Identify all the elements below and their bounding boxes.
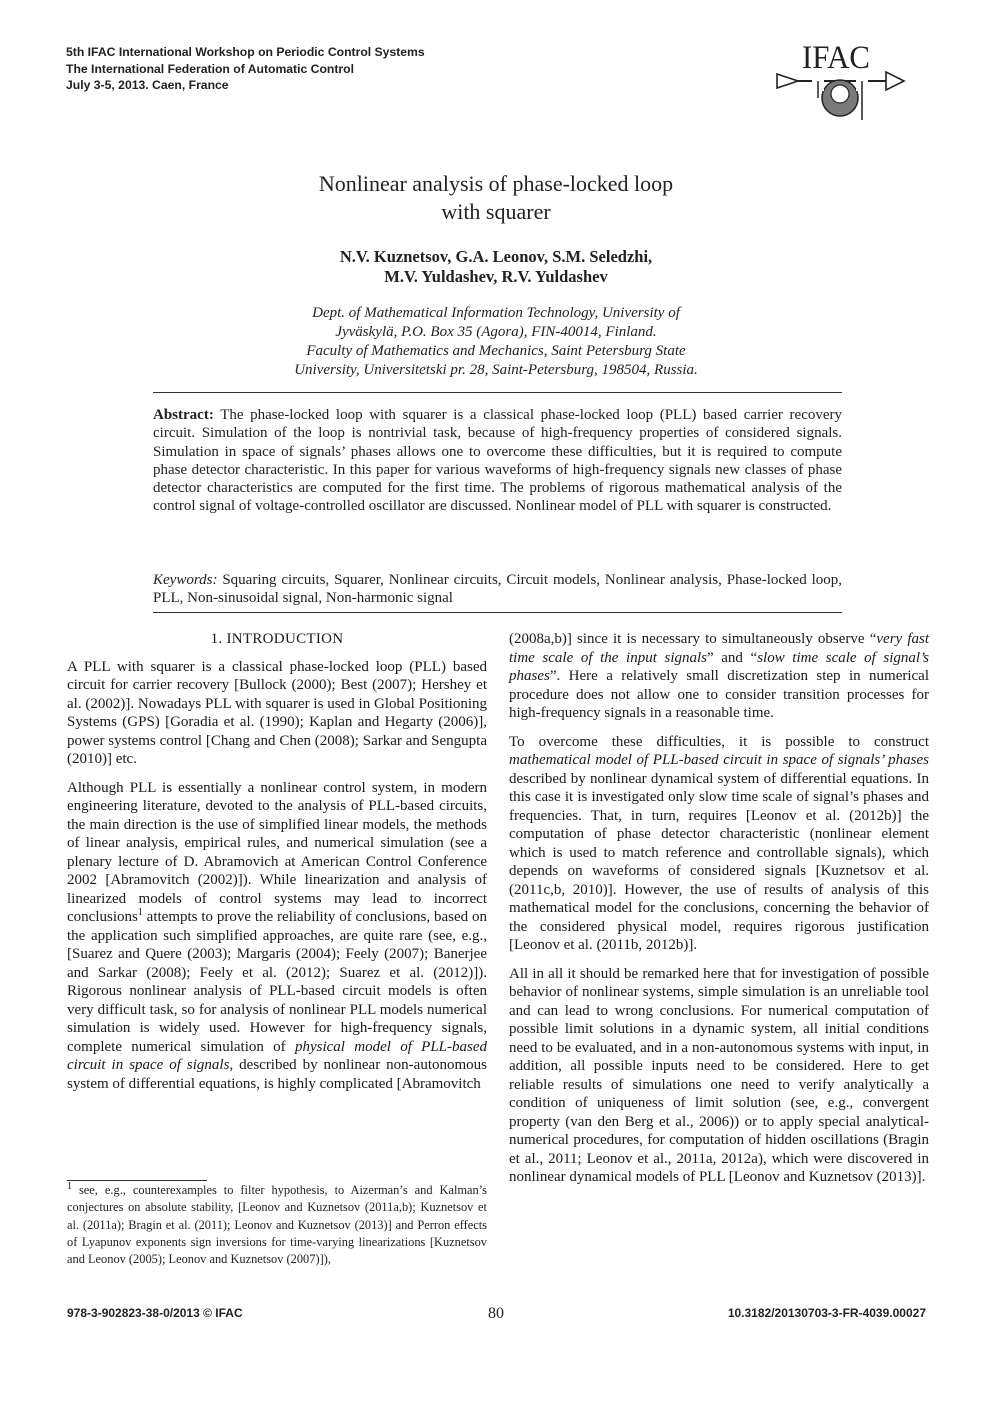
intro-p2-part-b: attempts to prove the reliability of conclusions, based on the application such simplified approaches, are quite rare (see, e.g., [Suarez and Quere (2003); Margaris (2004); Feely (2007); Banerjee and Sarkar (2008); Feely et al. (2012); Suarez et al. (2012)]). Rigorous nonlinear analysis of PLL-based circuit models is often very difficult task, so for analysis of nonlinear PLL models numerical simulation is widely used. However for high-frequency signals, complete numerical simulation of	[67, 909, 487, 1055]
intro-p2-part-a: Although PLL is essentially a nonlinear control system, in modern engineering literature, devoted to the analysis of PLL-based circuits, the main direction is the use of simplified linear models, the methods of linear analysis, empirical rules, and numerical simulation (see a plenary lecture of D. Abramovich at American Control Conference 2002 [Abramovitch (2002)]). While linearization and analysis of linearized models of control systems may lead to incorrect conclusions	[67, 779, 487, 925]
abstract-text: The phase-locked loop with squarer is a classical phase-locked loop (PLL) based carrier recovery circuit. Simulation of the loop is nontrivial task, because of high-frequency properties of considered signals. Simulation in space of signals’ phases allows one to overcome these difficulties, but it is required to compute phase detector characteristic. In this paper for various waveforms of high-frequency signals new classes of phase detector characteristics are computed for the first time. The problems of rigorous mathematical analysis of the control signal of voltage-controlled oscillator are discussed. Nonlinear model of PLL with squarer is constructed.	[153, 407, 842, 515]
header-line-2: The International Federation of Automatic Control	[66, 61, 354, 76]
footnote-text: see, e.g., counterexamples to filter hypothesis, to Aizerman’s and Kalman’s conjectures on absolute stability, [Leonov and Kuznetsov (2011a,b); Kuznetsov et al. (2011a); Bragin et al. (2011); Leonov and Kuznetsov (2013)] and Perron effects of Lyapunov exponents sign inversions for time-varying linearizations [Kuznetsov and Leonov (2005); Leonov and Kuznetsov (2007)]),	[67, 1183, 487, 1267]
intro-p3-italic-1: very fast time scale of the input signals	[509, 631, 930, 666]
abstract-label: Abstract:	[153, 407, 214, 423]
intro-p3-italic-2: slow time scale of signal’s phases	[509, 649, 929, 684]
footnote-rule	[67, 1180, 207, 1181]
keywords-label: Keywords:	[153, 572, 218, 588]
conference-header	[66, 44, 425, 94]
left-column	[67, 630, 487, 1103]
title-line-1: Nonlinear analysis of phase-locked loop	[318, 171, 674, 196]
ifac-logo-text: IFAC	[802, 40, 870, 76]
keywords	[153, 571, 842, 608]
footnote	[67, 1182, 487, 1268]
page-number: 80	[488, 1305, 504, 1322]
footer-doi: 10.3182/20130703-3-FR-4039.00027	[727, 1306, 926, 1320]
footnote-ref: 1	[137, 907, 143, 918]
intro-paragraph-4	[509, 733, 929, 955]
header-line-1: 5th IFAC International Workshop on Periodic Control Systems	[66, 45, 425, 59]
intro-p2-italic: physical model of PLL-based circuit in space of signals	[67, 1038, 487, 1073]
abstract	[153, 406, 842, 516]
authors-line-2: M.V. Yuldashev, R.V. Yuldashev	[384, 267, 608, 286]
affiliation-line-4: University, Universitetski pr. 28, Saint-Petersburg, 198504, Russia.	[294, 362, 698, 378]
abstract-bottom-rule	[153, 612, 842, 613]
intro-p4-part-a: To overcome these difficulties, it is possible to construct	[509, 733, 929, 750]
title-line-2: with squarer	[441, 199, 551, 224]
keywords-text: Squaring circuits, Squarer, Nonlinear circuits, Circuit models, Nonlinear analysis, Phase-locked loop, PLL, Non-sinusoidal signal, Non-harmonic signal	[153, 572, 842, 607]
abstract-top-rule	[153, 392, 842, 393]
intro-paragraph-3	[509, 630, 929, 723]
intro-p2-part-c: , described by nonlinear non-autonomous system of differential equations, is highly complicated [Abramovitch	[67, 1057, 487, 1092]
author-list	[150, 247, 842, 287]
intro-p4-italic: mathematical model of PLL-based circuit in space of signals’ phases	[509, 752, 929, 768]
intro-paragraph-5: All in all it should be remarked here that for investigation of possible behavior of nonlinear systems, simple simulation is an unreliable tool and can lead to wrong conclusions. For numerical computation of possible limit solutions in a dynamic system, all initial conditions need to be evaluated, and in a non-autonomous systems with input, in addition, all possible inputs need to be considered. Here to get reliable results of simulations one need to verify analytically a condition of uniqueness of limit solution (see, e.g., convergent property (van den Berg et al., 2006)) or to apply special analytical-numerical procedures, for computation of hidden oscillations (Bragin et al., 2011; Leonov et al., 2011a, 2012a), which were discovered in nonlinear dynamical models of PLL [Leonov and Kuznetsov (2013)].	[509, 965, 929, 1185]
right-column	[509, 630, 929, 1197]
intro-p3-part-b: ” and “	[707, 649, 758, 666]
header-line-3: July 3-5, 2013. Caen, France	[66, 78, 229, 92]
intro-p3-part-a: (2008a,b)] since it is necessary to simultaneously observe “	[509, 631, 877, 647]
affiliation-line-2: Jyväskylä, P.O. Box 35 (Agora), FIN-40014, Finland.	[335, 324, 657, 340]
footnote-mark: 1	[67, 1180, 72, 1192]
intro-paragraph-2	[67, 779, 487, 1094]
section-heading: 1. INTRODUCTION	[210, 631, 344, 647]
authors-line-1: N.V. Kuznetsov, G.A. Leonov, S.M. Seledzhi,	[339, 247, 653, 266]
intro-p4-part-b: described by nonlinear dynamical system of differential equations. In this case it is investigated only slow time scale of signal’s phases and frequencies. That, in turn, requires [Leonov et al. (2012b)] the computation of phase detector characteristic (nonlinear element which is used to match reference and controllable signals), which depends on waveforms of considered signals [Kuznetsov et al. (2011c,b, 2010)]. However, the use of results of analysis of this mathematical model for the conclusions, concerning the behavior of the considered physical model, requires rigorous justification [Leonov et al. (2011b, 2012b)].	[509, 770, 929, 953]
intro-p3-part-c: ”. Here a relatively small discretization step in numerical procedure does not allow one to consider transition processes for high-frequency signals in a reasonable time.	[509, 668, 929, 721]
intro-paragraph-1: A PLL with squarer is a classical phase-locked loop (PLL) based circuit for carrier recovery [Bullock (2000); Best (2007); Hershey et al. (2002)]. Nowadays PLL with squarer is used in Global Positioning Systems (GPS) [Goradia et al. (1990); Kaplan and Hegarty (2006)], power systems control [Chang and Chen (2008); Sarkar and Sengupta (2010)] etc.	[67, 658, 487, 767]
footer-isbn: 978-3-902823-38-0/2013 © IFAC	[67, 1306, 243, 1320]
ifac-logo	[772, 38, 912, 128]
paper-title	[150, 170, 842, 226]
affiliation-line-1: Dept. of Mathematical Information Technology, University of	[312, 305, 680, 321]
affiliation-line-3: Faculty of Mathematics and Mechanics, Saint Petersburg State	[306, 343, 686, 359]
affiliation-block	[150, 304, 842, 380]
